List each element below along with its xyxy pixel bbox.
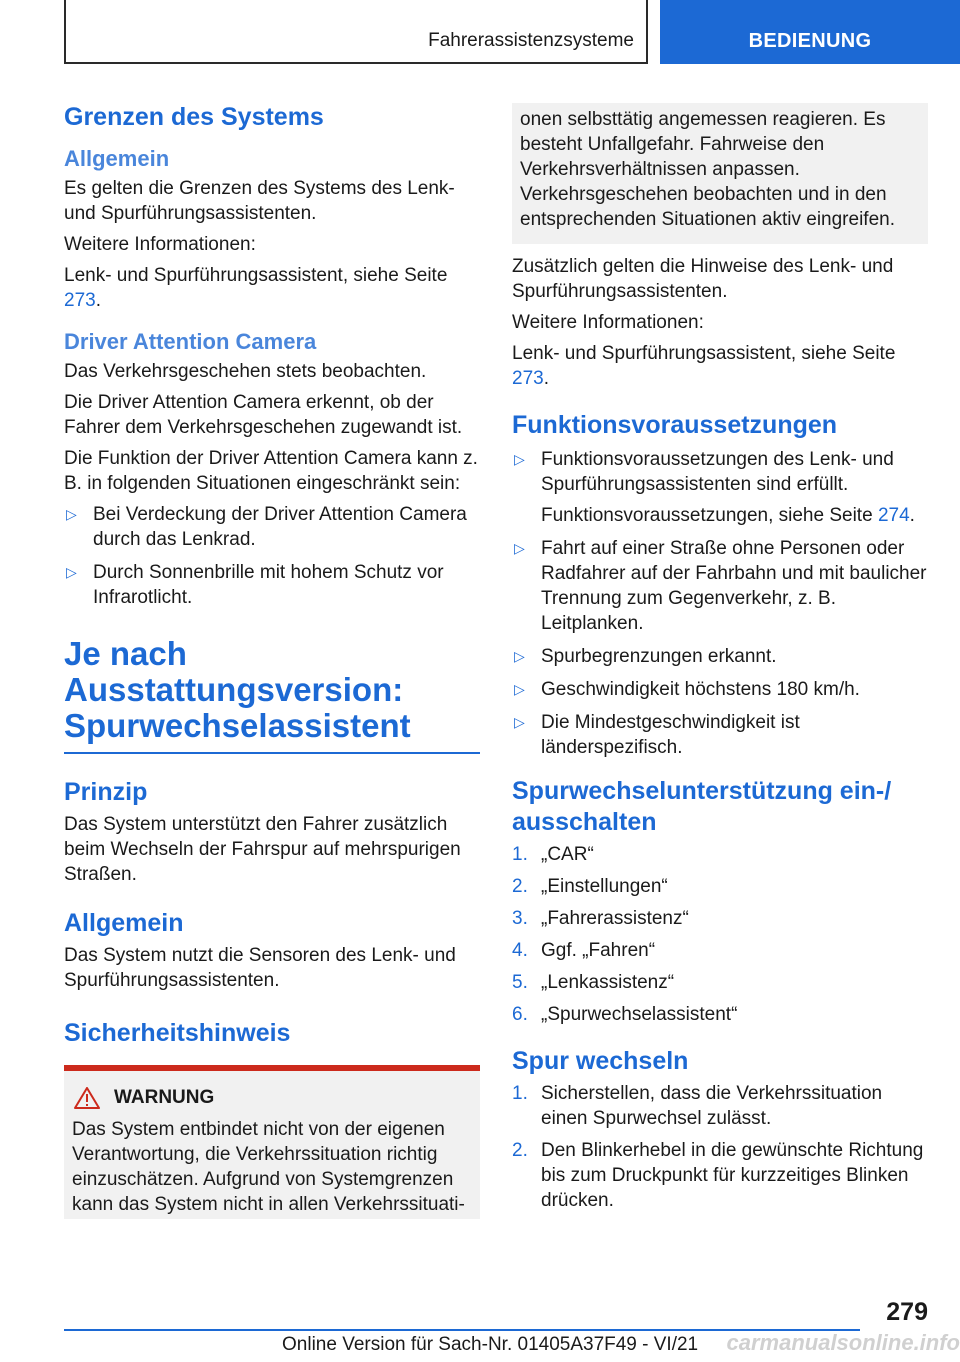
heading-allgemein-1: Allgemein [64, 146, 170, 171]
list-item: ▷ Spurbegrenzungen erkannt. [514, 646, 777, 667]
header-chapter: Fahrerassistenzsysteme [428, 30, 634, 51]
list-item: ▷ Durch Sonnenbrille mit hohem Schutz vor Infrarotlicht. [66, 562, 444, 608]
page-link[interactable]: 274 [877, 505, 910, 526]
triangle-right-icon: ▷ [514, 451, 525, 467]
steps-list [512, 842, 928, 1027]
paragraph: Das System unterstützt den Fahrer zusätzlich beim Wechseln der Fahrspur auf mehrspurigen Straßen. [64, 814, 461, 885]
heading-allgemein-2: Allgemein [64, 909, 184, 937]
paragraph: Die Funktion der Driver Attention Camera kann z. B. in folgenden Situationen eingeschränkt sein: [64, 448, 478, 494]
paragraph: Weitere Informationen: [512, 312, 704, 333]
triangle-right-icon: ▷ [66, 564, 77, 580]
paragraph: Weitere Informationen: [64, 234, 256, 255]
page-number: 279 [886, 1298, 928, 1326]
paragraph-reference: Lenk- und Spurführungsassistent, siehe Seite 273. [512, 343, 896, 389]
heading-spurwechselunterstuetzung: Spurwechselunterstützung ein-/ ausschalten [512, 777, 892, 836]
triangle-right-icon: ▷ [514, 540, 525, 556]
list-item: 2. „Einstellungen“ [512, 876, 668, 897]
warning-header [72, 1087, 472, 1109]
warning-box [64, 1065, 480, 1219]
page-link[interactable]: 273 [512, 368, 544, 389]
triangle-right-icon: ▷ [514, 714, 525, 730]
heading-grenzen: Grenzen des Systems [64, 103, 324, 131]
warning-title: WARNUNG [114, 1087, 215, 1108]
watermark: carmanualsonline.info [726, 1330, 960, 1355]
paragraph-reference: Lenk- und Spurführungsassistent, siehe Seite 273. [64, 265, 448, 311]
list-item: 1. „CAR“ [512, 844, 594, 865]
triangle-right-icon: ▷ [66, 506, 77, 522]
paragraph: Das Verkehrsgeschehen stets beobachten. [64, 361, 427, 382]
paragraph: Die Driver Attention Camera erkennt, ob der Fahrer dem Verkehrsgeschehen zugewandt ist. [64, 392, 463, 438]
heading-sicherheitshinweis: Sicherheitshinweis [64, 1019, 291, 1047]
paragraph: Es gelten die Grenzen des Systems des Lenk- und Spurführungsassistenten. [64, 178, 455, 224]
list-item: 6. „Spurwechselassistent“ [512, 1004, 738, 1025]
right-column [512, 103, 928, 1220]
list-item: ▷ Fahrt auf einer Straße ohne Personen oder Radfahrer auf der Fahrbahn und mit baulicher Trennung zum Gegenverkehr, z. B. Leitplanken. [514, 538, 927, 634]
chapter-heading: Je nach Ausstattungsversion: Spurwechselassistent [64, 636, 480, 754]
footer-text: Online Version für Sach-Nr. 01405A37F49 - VI/21 [282, 1334, 699, 1355]
bullet-list [64, 502, 480, 610]
list-item: ▷ Funktionsvoraussetzungen des Lenk- und Spurführungsassistenten sind erfüllt. Funktionsvoraussetzungen, siehe Seite 274. [512, 447, 928, 528]
heading-driver-attention-camera: Driver Attention Camera [64, 329, 317, 354]
warning-triangle-icon [74, 1087, 100, 1109]
warning-box-continued [512, 103, 928, 244]
paragraph: Das System nutzt die Sensoren des Lenk- und Spurführungsassistenten. [64, 945, 456, 991]
triangle-right-icon: ▷ [514, 681, 525, 697]
triangle-right-icon: ▷ [514, 648, 525, 664]
list-item: ▷ Bei Verdeckung der Driver Attention Camera durch das Lenkrad. [66, 504, 467, 550]
header-section: BEDIENUNG [748, 30, 872, 52]
list-item: 3. „Fahrerassistenz“ [512, 908, 689, 929]
heading-prinzip: Prinzip [64, 778, 148, 806]
warning-text-continued: onen selbsttätig angemessen reagieren. Es besteht Unfallgefahr. Fahrweise den Verkehrsverhältnissen anpassen. Verkehrsgeschehen beobachten und in den entsprechenden Situationen aktiv eingreifen. [520, 109, 895, 230]
steps-list [512, 1081, 928, 1213]
list-item: 1. Sicherstellen, dass die Verkehrssituation einen Spurwechsel zulässt. [512, 1083, 883, 1129]
heading-funktionsvoraussetzungen: Funktionsvoraussetzungen [512, 411, 838, 439]
warning-text: Das System entbindet nicht von der eigenen Verantwortung, die Verkehrssituation richtig einzuschätzen. Aufgrund von Systemgrenzen kann das System nicht in allen Verkehrssituati- [72, 1119, 465, 1215]
bullet-list [512, 447, 928, 760]
header-chapter-box [64, 0, 648, 64]
list-item-reference: Funktionsvoraussetzungen, siehe Seite 274. [541, 505, 915, 526]
list-item: ▷ Geschwindigkeit höchstens 180 km/h. [514, 679, 860, 700]
page-link[interactable]: 273 [64, 290, 96, 311]
paragraph: Zusätzlich gelten die Hinweise des Lenk- und Spurführungsassistenten. [512, 256, 894, 302]
heading-spur-wechseln: Spur wechseln [512, 1047, 689, 1075]
left-column [64, 100, 480, 1219]
list-item: ▷ Die Mindestgeschwindigkeit ist länderspezifisch. [514, 712, 800, 758]
header-section-tab [660, 0, 960, 64]
list-item: 4. Ggf. „Fahren“ [512, 940, 656, 961]
list-item: 5. „Lenkassistenz“ [512, 972, 675, 993]
list-item: 2. Den Blinkerhebel in die gewünschte Richtung bis zum Druckpunkt für kurzzeitiges Blinken drücken. [512, 1140, 924, 1211]
